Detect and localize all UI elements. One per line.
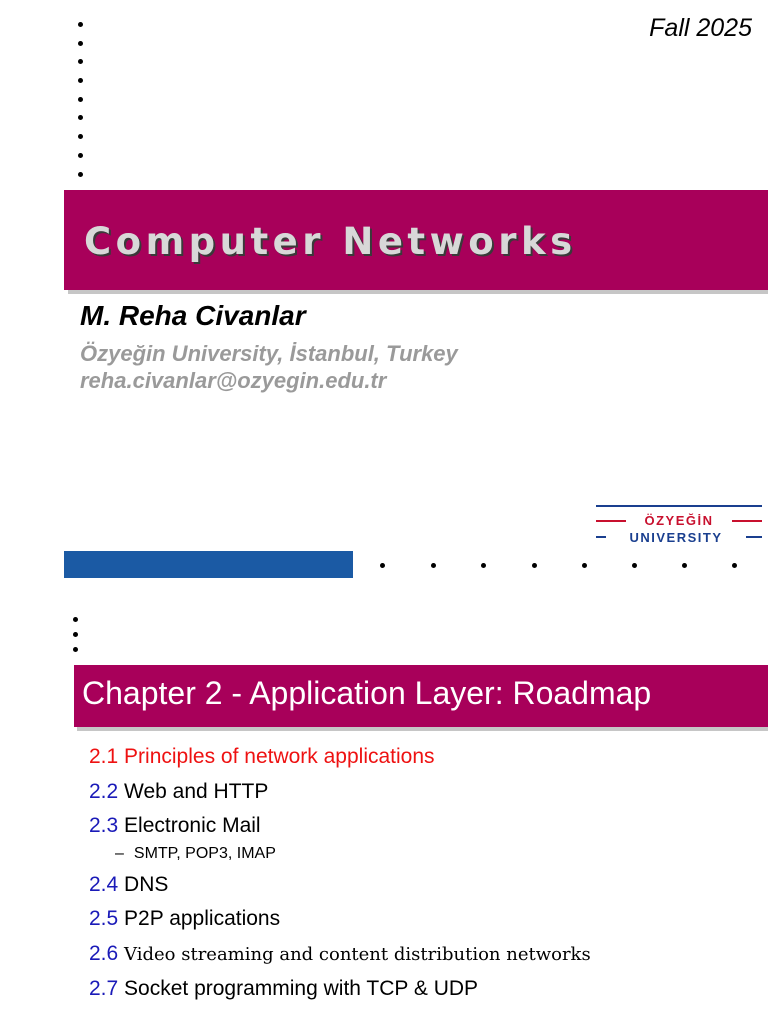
roadmap-item-2-6: 2.6 Video streaming and content distribution networks	[89, 941, 591, 965]
logo-line1: ÖZYEĞİN	[644, 513, 714, 528]
decorative-dot-column-2	[73, 617, 83, 662]
term-label: Fall 2025	[649, 14, 752, 42]
roadmap-item-2-3: 2.3 Electronic Mail	[89, 814, 261, 837]
roadmap-item-2-2: 2.2 Web and HTTP	[89, 779, 269, 803]
course-title: Computer Networks	[84, 220, 577, 263]
author-affiliation-block	[80, 340, 458, 394]
author-name: M. Reha Civanlar	[80, 300, 306, 331]
roadmap-item-2-7: 2.7 Socket programming with TCP & UDP	[89, 977, 479, 1000]
blue-accent-bar	[64, 551, 353, 578]
affiliation: Özyeğin University, İstanbul, Turkey	[80, 341, 458, 366]
ozyegin-university-logo	[596, 500, 762, 548]
roadmap-item-2-1: 2.1 Principles of network applications	[89, 745, 435, 768]
email: reha.civanlar@ozyegin.edu.tr	[80, 368, 387, 393]
chapter-title-band	[74, 665, 768, 727]
title-band	[64, 190, 768, 290]
decorative-dot-row	[372, 563, 752, 569]
roadmap-item-2-5: 2.5 P2P applications	[89, 907, 281, 930]
roadmap-subitem-mail-protocols: – SMTP, POP3, IMAP	[115, 844, 276, 862]
logo-line2: UNIVERSITY	[629, 530, 723, 545]
roadmap-item-2-4: 2.4 DNS	[89, 872, 169, 896]
roadmap-list	[89, 744, 759, 1011]
chapter-title: Chapter 2 - Application Layer: Roadmap	[82, 675, 652, 711]
